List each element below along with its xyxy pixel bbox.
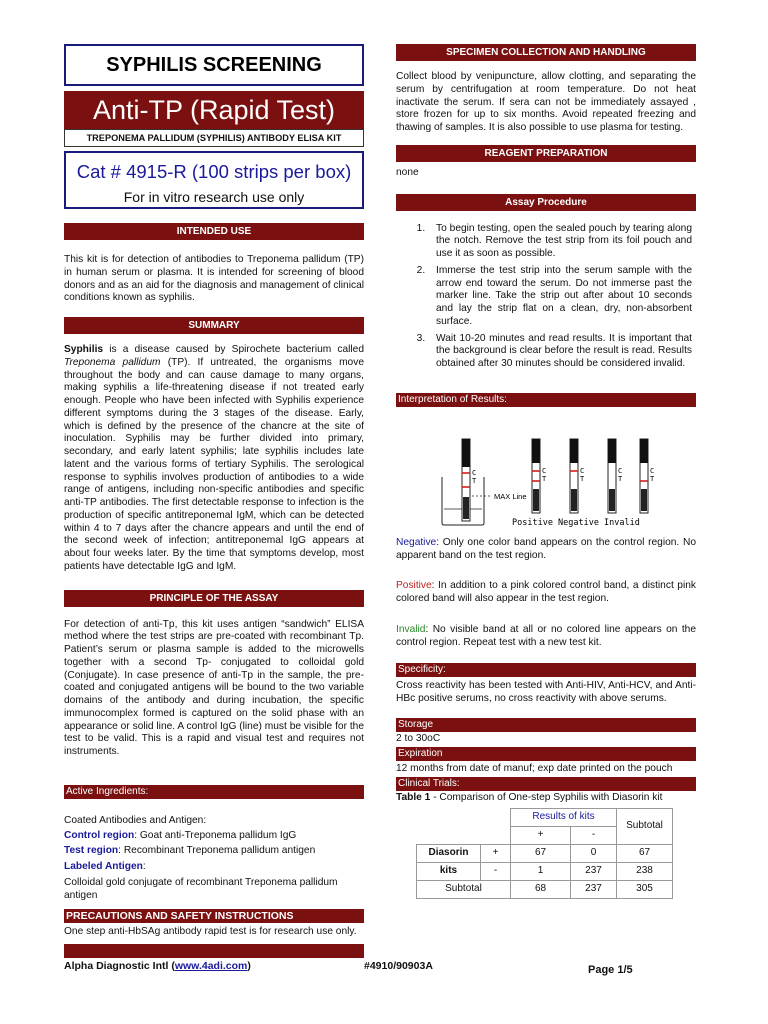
research-use-note: For in vitro research use only (123, 189, 305, 206)
kit-subtitle: TREPONEMA PALLIDUM (SYPHILIS) ANTIBODY ELISA KIT (64, 129, 364, 147)
minus-header: - (571, 827, 617, 845)
footer-code: #4910/90903A (364, 960, 433, 972)
table-row (417, 863, 673, 881)
catalog-number: Cat # 4915-R (100 strips per box) (76, 161, 352, 182)
strip-2-t-label: T (542, 474, 547, 483)
expiration-text: 12 months from date of manuf; exp date printed on the pouch (396, 762, 673, 774)
intended-use-heading: INTENDED USE (64, 223, 364, 240)
specimen-text: Collect blood by venipuncture, allow clotting, and separating the serum by centrifugation at room temperature. Do not heat inactivate the serum. If sera can not be immediately assayed , store frozen for up to six months. Avoid repeated freezing and thawing of samples. It is also possible to use plasma for testing. (396, 71, 696, 133)
table-cell: 237 (571, 881, 617, 899)
positive-result (396, 580, 696, 606)
total-label: Subtotal (417, 881, 511, 899)
strip-5-handle (640, 439, 648, 463)
clinical-trials-table (416, 808, 673, 899)
strip-1-c-label: C (472, 468, 477, 477)
principle-heading: PRINCIPLE OF THE ASSAY (64, 590, 364, 607)
strip-5-t-label: T (650, 474, 655, 483)
expiration-heading: Expiration (396, 747, 696, 761)
strip-5-pad (641, 489, 647, 511)
table-cell: 1 (511, 863, 571, 881)
summary-heading: SUMMARY (64, 317, 364, 334)
page-footer (64, 958, 704, 976)
strip-3-t-label: T (580, 474, 585, 483)
negative-result-label: Negative (396, 536, 437, 548)
negative-label: Negative (558, 517, 599, 527)
results-diagram (396, 415, 696, 527)
summary-part1: is a disease caused by Spirochete bacterium called (103, 344, 364, 355)
reagent-heading: REAGENT PREPARATION (396, 145, 696, 162)
right-column (396, 44, 696, 899)
table-cell: 305 (617, 881, 673, 899)
strip-2-handle (532, 439, 540, 463)
test-region-line (64, 845, 364, 858)
interpretation-heading: Interpretation of Results: (396, 393, 696, 407)
plus-header: + (511, 827, 571, 845)
table-row (417, 881, 673, 899)
footer-company (64, 960, 251, 973)
assay-steps (396, 223, 696, 371)
control-region-text: : Goat anti-Treponema pallidum IgG (134, 829, 297, 841)
storage-text: 2 to 30oC (396, 732, 441, 744)
table-cell: 67 (617, 845, 673, 863)
control-region-line (64, 830, 364, 843)
results-of-kits-header: Results of kits (511, 809, 617, 827)
storage-heading: Storage (396, 718, 696, 732)
clinical-trials-heading: Clinical Trials: (396, 777, 696, 791)
summary-italic: Treponema pallidum (64, 356, 161, 368)
table-cell: 238 (617, 863, 673, 881)
footer-bar (64, 944, 364, 958)
active-ingredients (64, 815, 364, 903)
table-cell: 0 (571, 845, 617, 863)
negative-result (396, 537, 696, 563)
kits-label: kits (417, 863, 481, 881)
page-number: Page 1/5 (588, 964, 633, 976)
table-row (417, 809, 673, 827)
table-row (417, 845, 673, 863)
intended-use-text: This kit is for detection of antibodies to Treponema pallidum (TP) in human serum or plasma. It is intended for screening of blood donors and as an aid for the diagnosis and management of clinical conditions known as syphilis. (64, 254, 364, 304)
principle-text: For detection of anti-Tp, this kit uses antigen “sandwich” ELISA method where the test strips are pre-coated with recombinant Tp. Patient’s serum or plasma sample is added to the microwells together with a second Tp- conjugated to colloidal gold (Conjugate). In case presence of anti-Tp in the sample, the pre-coated and conjugated antigens will be bound to the two variable domains of the antibody and during incubation, the specific immunocomplex formed is captured on the solid phase with an appearance or solid line. A control IgG (line) must be visible for the test to be valid. This is a rapid and visual test and requires not instruments. (64, 618, 364, 757)
strip-4-c-label: C (618, 466, 623, 475)
test-strips-illustration (396, 415, 696, 527)
summary-part2: (TP). If untreated, the organisms move throughout the body and can cause damage to many organs, making syphilis a life-threatening disease if not treated early enough. People who have been infected with Syphilis experience different symptoms during the 3 stages of the disease. Early, which is defined by the presence of the chancre at the site of inoculation. Syphilis may be further divided into primary, secondary, and early latent syphilis; late syphilis includes late latent and the various forms of tertiary Syphilis. The serological response to syphilis involves production of antibodies to a wide range of antigens, including non-specific antibodies and specific anti-TP antibodies. The first detectable response to infection is the production of specific antitreponemal IgM, which can be detected within 4 to 7 days after the chancre appears and until the end of the second week of infection; antitreponemal IgG appears at about four weeks later. By the time that symptoms develop, most patients have detectable IgG and IgM. (64, 356, 364, 572)
negative-result-text: : Only one color band appears on the control region. No apparent band on the test region. (396, 536, 696, 561)
specimen-heading: SPECIMEN COLLECTION AND HANDLING (396, 44, 696, 61)
test-region-label: Test region (64, 845, 119, 857)
invalid-label: Invalid (604, 517, 640, 527)
specificity-text: Cross reactivity has been tested with Anti-HIV, Anti-HCV, and Anti-HBc positive serums, no cross reactivity with above serums. (396, 680, 696, 704)
strip-3-c-label: C (580, 466, 585, 475)
strip-2-c-label: C (542, 466, 547, 475)
assay-step: 1. To begin testing, open the sealed pouch by tearing along the notch. Remove the test strip from its foil pouch and use it as soon as possible. (428, 223, 696, 261)
diasorin-label: Diasorin (417, 845, 481, 863)
positive-result-text: : In addition to a pink colored control band, a distinct pink colored band will also appear in the test region. (396, 580, 696, 604)
footer-company-end: ) (247, 960, 251, 972)
summary-text (64, 344, 364, 574)
labeled-antigen-line (64, 861, 364, 874)
control-region-label: Control region (64, 829, 135, 841)
labeled-antigen-colon: : (142, 861, 146, 872)
footer-company-name: Alpha Diagnostic Intl ( (64, 960, 175, 972)
strip-3-handle (570, 439, 578, 463)
strip-5-c-label: C (650, 466, 655, 475)
row-sign: + (481, 845, 511, 863)
max-line-label: MAX Line (494, 491, 527, 501)
strip-4-handle (608, 439, 616, 463)
summary-lead: Syphilis (64, 344, 104, 355)
left-column (64, 44, 364, 939)
strip-1-t-label: T (472, 476, 477, 485)
table-cell: 237 (571, 863, 617, 881)
strip-3-pad (571, 489, 577, 511)
active-intro: Coated Antibodies and Antigen: (64, 814, 207, 826)
table-caption (396, 792, 696, 805)
labeled-antigen-text: Colloidal gold conjugate of recombinant Treponema pallidum antigen (64, 876, 338, 901)
table-caption-text: - Comparison of One-step Syphilis with Diasorin kit (430, 792, 663, 804)
table-cell: 68 (511, 881, 571, 899)
reagent-text: none (396, 166, 419, 178)
subtotal-header: Subtotal (617, 809, 673, 845)
strip-4-pad (609, 489, 615, 511)
specificity-heading: Specificity: (396, 663, 696, 677)
assay-step: 2. Immerse the test strip into the serum sample with the arrow end toward the serum. Do not immerse past the marker line. Take the strip out after about 10 seconds and lay the strip flat on a clean, dry, non-absorbent surface. (428, 265, 696, 329)
assay-heading: Assay Procedure (396, 194, 696, 211)
strip-4-t-label: T (618, 474, 623, 483)
strip-2-pad (533, 489, 539, 511)
assay-step: 3. Wait 10-20 minutes and read results. It is important that the background is clear before the result is read. Results obtained after 30 minutes should be considered invalid. (428, 333, 696, 371)
active-ingredients-heading: Active Ingredients: (64, 785, 364, 799)
screening-title: SYPHILIS SCREENING (64, 44, 364, 86)
footer-website-link[interactable]: www.4adi.com (174, 960, 248, 972)
table-label: Table 1 (396, 792, 431, 804)
table-cell: 67 (511, 845, 571, 863)
positive-result-label: Positive (396, 580, 432, 592)
main-title: Anti-TP (Rapid Test) (64, 91, 364, 129)
labeled-antigen-label: Labeled Antigen (64, 861, 143, 872)
test-region-text: : Recombinant Treponema pallidum antigen (118, 845, 316, 857)
precautions-heading: PRECAUTIONS AND SAFETY INSTRUCTIONS (64, 909, 364, 923)
positive-label: Positive (512, 517, 553, 527)
catalog-box (64, 151, 364, 209)
precautions-text: One step anti-HbSAg antibody rapid test is for research use only. (64, 926, 357, 938)
row-sign: - (481, 863, 511, 881)
invalid-result-label: Invalid (396, 623, 426, 635)
strip-1-handle (462, 439, 470, 467)
invalid-result-text: : No visible band at all or no colored line appears on the control region. Repeat test with a new test kit. (396, 623, 696, 648)
strip-1-pad (463, 497, 469, 519)
invalid-result (396, 624, 696, 650)
